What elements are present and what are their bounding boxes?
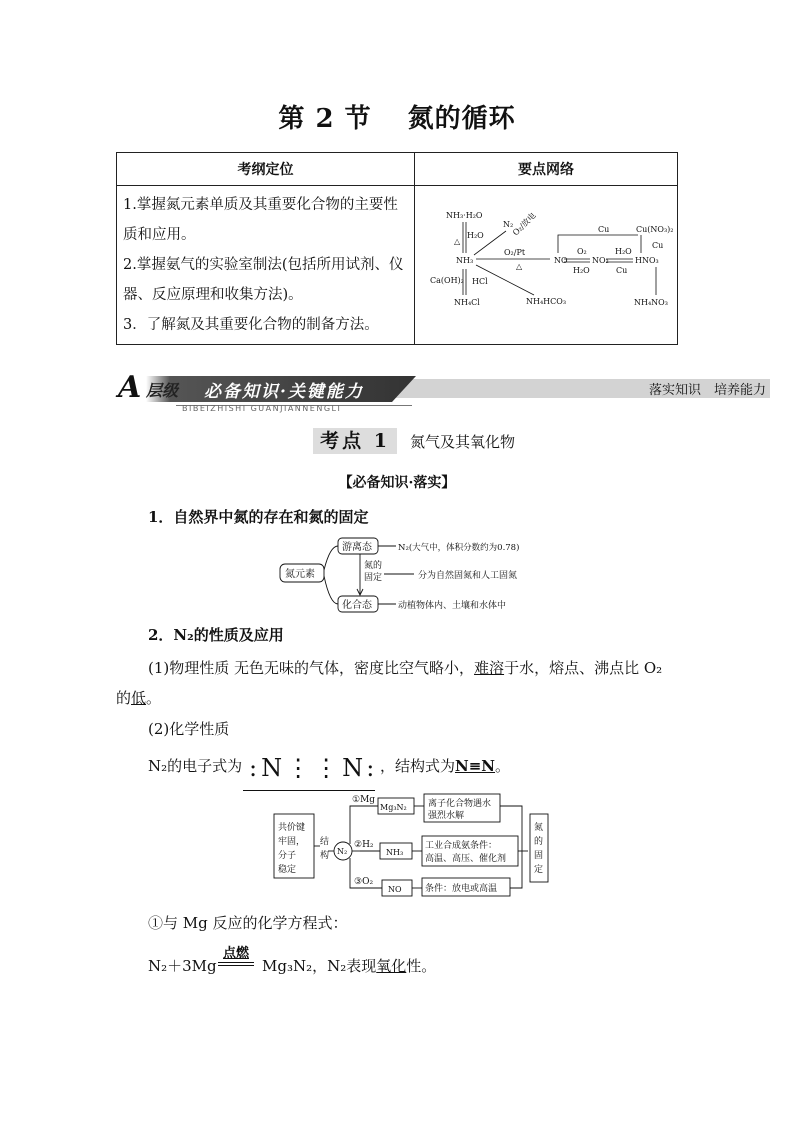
page-title: 第 2 节 氮的循环: [278, 104, 516, 134]
no-label: NO: [554, 256, 568, 265]
physical-property-line: (1)物理性质 无色无味的气体，密度比空气略小，难溶于水，熔点、沸点比 O₂: [148, 659, 663, 677]
branch-mg-label: ①Mg: [352, 795, 376, 805]
delta-label: △: [454, 237, 461, 246]
branch-h2-label: ②H₂: [354, 840, 374, 850]
caoh2-label: Ca(OH)₂: [430, 276, 464, 285]
flow-right-1: 氮: [534, 823, 544, 833]
physical-property-line2: 的低。: [116, 689, 162, 707]
branch-h2-product: NH₃: [386, 848, 404, 857]
level-banner: [116, 370, 772, 405]
nh4cl-label: NH₄Cl: [454, 298, 480, 307]
flow-right-2: 的: [534, 837, 544, 847]
nitrogen-existence-diagram: [276, 532, 576, 616]
nitrogen-fixation: 氮的: [364, 561, 383, 571]
goal-item: 2.掌握氨气的实验室制法(包括所用试剂、仪器、反应原理和收集方法)。: [123, 257, 404, 303]
outline-col1-header: 考纲定位: [117, 153, 415, 186]
nh4no3-label: NH₄NO₃: [634, 298, 668, 307]
h2o2-label: H₂O: [573, 266, 590, 275]
flow-right-4: 定: [534, 865, 544, 875]
nh3h2o-label: NH₃·H₂O: [446, 211, 483, 220]
no2-label: NO₂: [592, 256, 609, 265]
flow-n2: N₂: [337, 847, 348, 856]
outline-col2-header: 要点网络: [415, 153, 678, 186]
mg-equation-left: N₂＋3Mg: [148, 957, 217, 975]
o2-discharge-label: O₂/放电: [511, 210, 538, 238]
hcl-label: HCl: [472, 277, 488, 286]
branch-o2-product: NO: [388, 885, 402, 894]
electron-formula: :N⋮⋮N:: [249, 754, 379, 782]
banner-a: A: [118, 370, 142, 405]
network-diagram-cell: [415, 186, 678, 345]
hno3-label: HNO₃: [635, 256, 659, 265]
flow-left-4: 稳定: [278, 865, 297, 875]
cuno32-label: Cu(NO₃)₂: [636, 225, 674, 234]
banner-title: 必备知识·关键能力: [204, 382, 364, 402]
outline-goals: [117, 186, 415, 345]
nh4hco3-label: NH₄HCO₃: [526, 297, 567, 306]
branch-h2-desc-1: 工业合成氨条件：: [425, 841, 498, 851]
goal-item: 3．了解氮及其重要化合物的制备方法。: [123, 317, 379, 333]
nitrogen-network-diagram: [416, 187, 676, 343]
branch-mg-product: Mg₃N₂: [380, 803, 407, 812]
cu2-label: Cu: [616, 266, 628, 275]
flow-struct-2: 构: [320, 851, 330, 861]
banner-right: 落实知识 培养能力: [648, 383, 766, 398]
branch-mg-desc-2: 强烈水解: [428, 811, 465, 821]
equation-equals: [218, 962, 254, 966]
flow-left-2: 牢固，: [278, 837, 306, 847]
cu-label: Cu: [598, 225, 610, 234]
section-subhead: 【必备知识·落实】: [338, 475, 456, 491]
branch-mg-desc-1: 离子化合物遇水: [428, 799, 492, 809]
flow-left-1: 共价键: [278, 823, 306, 833]
free-state: 游离态: [342, 542, 372, 553]
kaodian-title: 氮气及其氧化物: [410, 433, 516, 451]
flow-left-3: 分子: [278, 851, 297, 861]
delta2-label: △: [516, 262, 523, 271]
banner-pinyin: BIBEIZHISHI GUANJIANNENGLI: [182, 404, 342, 413]
cu3-label: Cu: [652, 241, 664, 250]
flow-right-3: 固: [534, 851, 544, 861]
combined-state-desc: 动植物体内、土壤和水体中: [398, 601, 507, 611]
section2-heading: 2．N₂的性质及应用: [148, 626, 284, 644]
n2-label: N₂: [503, 220, 514, 229]
branch-o2-desc: 条件：放电或高温: [425, 884, 498, 894]
nh3-label: NH₃: [456, 256, 474, 265]
branch-h2-desc-2: 高温、高压、催化剂: [425, 854, 507, 864]
equation-condition: 点燃: [222, 946, 249, 961]
free-state-desc: N₂(大气中，体积分数约为0.78): [398, 543, 520, 553]
flow-struct-1: 结: [320, 837, 330, 847]
outline-table: [116, 152, 678, 345]
mg-reaction-heading: ①与 Mg 反应的化学方程式：: [148, 914, 348, 932]
chemical-property-label: (2)化学性质: [148, 720, 230, 738]
o2pt-label: O₂/Pt: [504, 248, 526, 257]
h2o3-label: H₂O: [615, 247, 632, 256]
electron-formula-prefix: N₂的电子式为: [148, 757, 243, 775]
mg-equation-right: Mg₃N₂，N₂表现氧化性。: [262, 957, 437, 975]
branch-o2-label: ③O₂: [354, 877, 374, 887]
n2-reaction-flow-diagram: [272, 792, 554, 898]
banner-level: 层级: [146, 381, 179, 400]
section1-heading: 1．自然界中氮的存在和氮的固定: [148, 508, 369, 526]
combined-state: 化合态: [342, 600, 372, 611]
goal-item: 1.掌握氮元素单质及其重要化合物的主要性质和应用。: [123, 197, 398, 243]
o2-label: O₂: [577, 247, 587, 256]
structural-formula-line: ，结构式为N≡N。: [380, 757, 511, 775]
nitrogen-fixation-2: 固定: [364, 573, 383, 583]
nitrogen-element: 氮元素: [285, 569, 315, 580]
h2o-label: H₂O: [467, 231, 484, 240]
kaodian-label: 考点 1: [313, 428, 397, 454]
fixation-desc: 分为自然固氮和人工固氮: [418, 571, 518, 581]
electron-formula-blank: [243, 752, 379, 791]
